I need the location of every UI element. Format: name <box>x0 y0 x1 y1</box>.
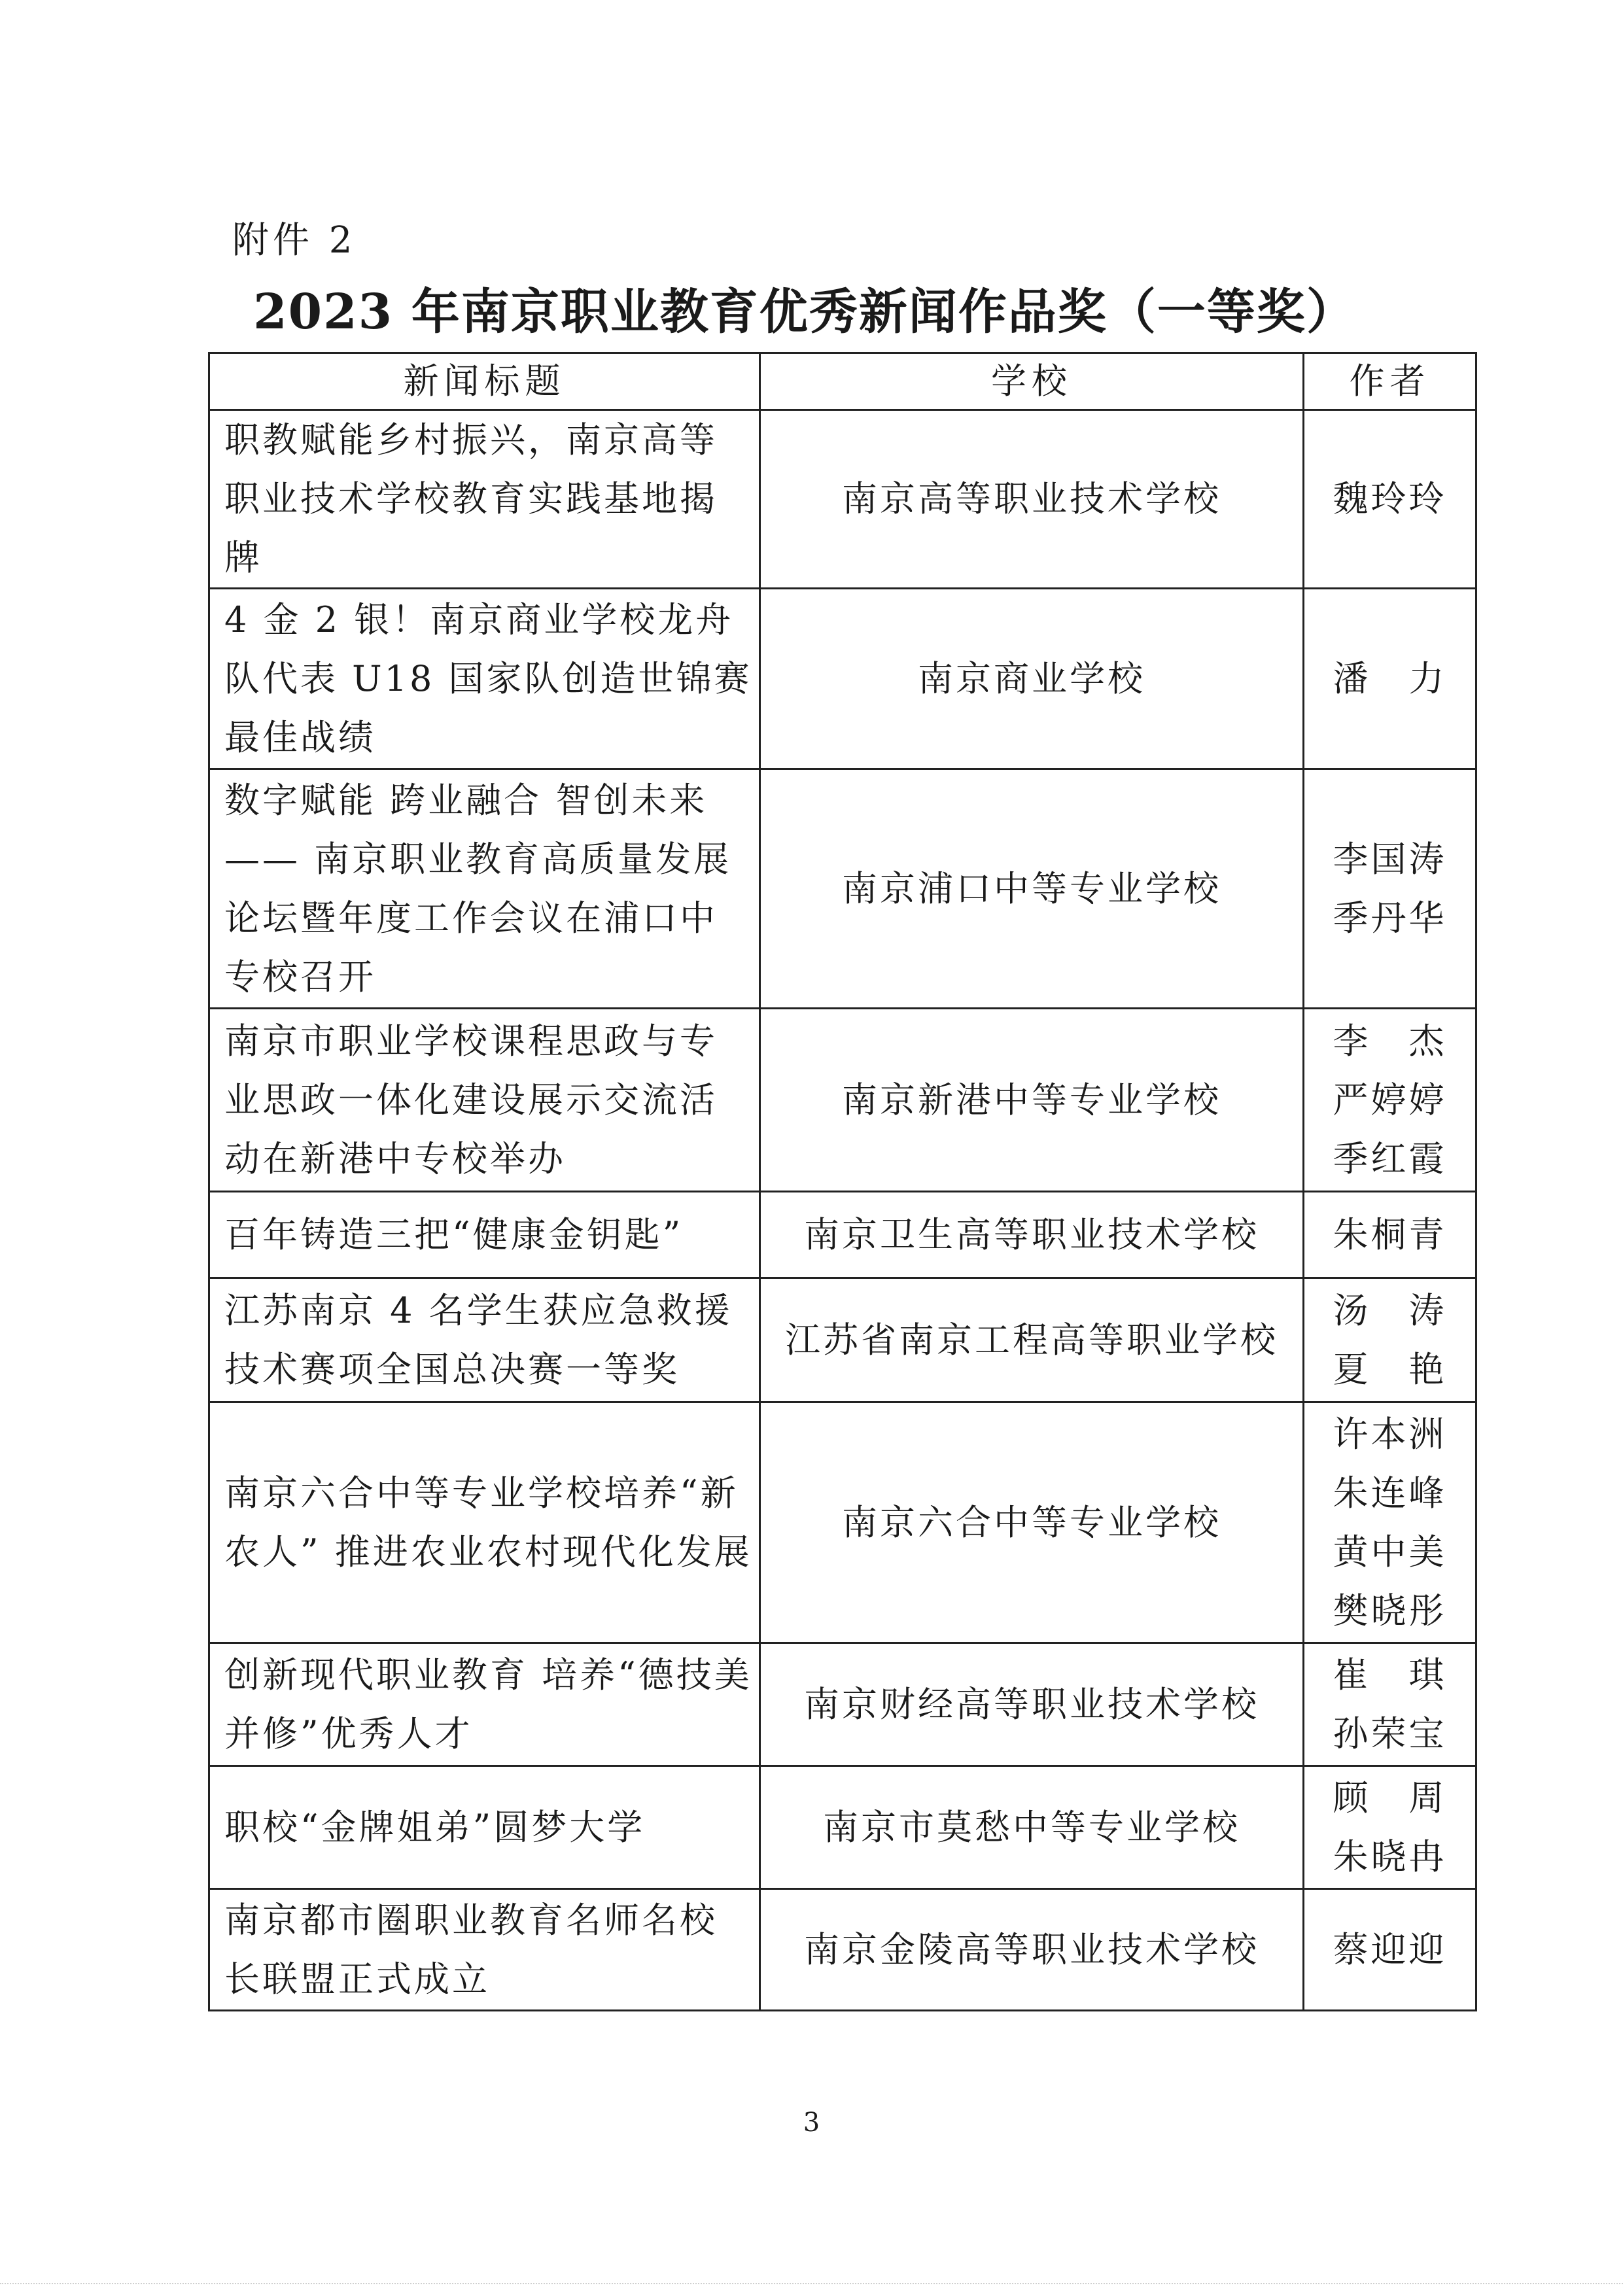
author-name: 孙荣宝 <box>1333 1713 1447 1754</box>
school-cell: 南京高等职业技术学校 <box>760 410 1304 589</box>
author-cell <box>1304 769 1476 1009</box>
author-name: 严婷婷 <box>1333 1079 1447 1121</box>
author-cell <box>1304 410 1476 589</box>
author-name: 黄中美 <box>1333 1531 1447 1573</box>
document-title: 2023 年南京职业教育优秀新闻作品奖（一等奖） <box>253 284 1356 340</box>
header-author: 作者 <box>1304 353 1476 410</box>
table-row <box>209 410 1476 589</box>
attachment-label: 附件 2 <box>232 219 357 262</box>
school-cell: 南京新港中等专业学校 <box>760 1009 1304 1192</box>
table-row <box>209 1766 1476 1889</box>
author-cell <box>1304 1402 1476 1643</box>
news-title-cell: 南京六合中等专业学校培养“新农人” 推进农业农村现代化发展 <box>209 1402 760 1643</box>
school-cell: 南京财经高等职业技术学校 <box>760 1643 1304 1766</box>
school-cell: 江苏省南京工程高等职业学校 <box>760 1278 1304 1402</box>
author-cell <box>1304 1192 1476 1278</box>
author-cell <box>1304 589 1476 769</box>
header-news-title: 新闻标题 <box>209 353 760 410</box>
table-row <box>209 1643 1476 1766</box>
author-cell <box>1304 1009 1476 1192</box>
author-name: 汤 涛 <box>1333 1289 1447 1331</box>
table-row <box>209 1402 1476 1643</box>
news-title-cell: 职校“金牌姐弟”圆梦大学 <box>209 1766 760 1889</box>
news-title-cell: 数字赋能 跨业融合 智创未来—— 南京职业教育高质量发展论坛暨年度工作会议在浦口中专校召开 <box>209 769 760 1009</box>
school-cell: 南京卫生高等职业技术学校 <box>760 1192 1304 1278</box>
page-number: 3 <box>803 2108 820 2138</box>
table-row <box>209 1278 1476 1402</box>
school-cell: 南京六合中等专业学校 <box>760 1402 1304 1643</box>
author-name: 朱连峰 <box>1333 1472 1447 1514</box>
author-name: 李国涛 <box>1333 838 1447 880</box>
author-name: 朱晓冉 <box>1333 1835 1447 1877</box>
school-cell: 南京金陵高等职业技术学校 <box>760 1889 1304 2011</box>
school-cell: 南京浦口中等专业学校 <box>760 769 1304 1009</box>
news-title-cell: 创新现代职业教育 培养“德技美并修”优秀人才 <box>209 1643 760 1766</box>
school-cell: 南京商业学校 <box>760 589 1304 769</box>
author-cell <box>1304 1643 1476 1766</box>
table-row <box>209 589 1476 769</box>
news-title-cell: 职教赋能乡村振兴，南京高等职业技术学校教育实践基地揭牌 <box>209 410 760 589</box>
news-title-cell: 江苏南京 4 名学生获应急救援技术赛项全国总决赛一等奖 <box>209 1278 760 1402</box>
table-header-row <box>209 353 1476 410</box>
news-title-cell: 4 金 2 银！南京商业学校龙舟队代表 U18 国家队创造世锦赛最佳战绩 <box>209 589 760 769</box>
news-title-cell: 南京市职业学校课程思政与专业思政一体化建设展示交流活动在新港中专校举办 <box>209 1009 760 1192</box>
news-title-cell: 南京都市圈职业教育名师名校长联盟正式成立 <box>209 1889 760 2011</box>
table-row <box>209 1192 1476 1278</box>
table-row <box>209 1889 1476 2011</box>
author-name: 夏 艳 <box>1333 1348 1447 1390</box>
author-name: 季红霞 <box>1333 1138 1447 1179</box>
author-name: 樊晓彤 <box>1333 1590 1447 1631</box>
table-row <box>209 1009 1476 1192</box>
table-row <box>209 769 1476 1009</box>
author-name: 蔡迎迎 <box>1333 1928 1447 1970</box>
author-name: 朱桐青 <box>1333 1213 1447 1255</box>
author-cell <box>1304 1889 1476 2011</box>
author-name: 季丹华 <box>1333 897 1447 939</box>
news-title-cell: 百年铸造三把“健康金钥匙” <box>209 1192 760 1278</box>
author-name: 许本洲 <box>1333 1413 1447 1455</box>
school-cell: 南京市莫愁中等专业学校 <box>760 1766 1304 1889</box>
author-cell <box>1304 1278 1476 1402</box>
scan-edge-divider <box>0 2283 1623 2284</box>
header-school: 学校 <box>760 353 1304 410</box>
author-name: 潘 力 <box>1333 657 1447 699</box>
author-cell <box>1304 1766 1476 1889</box>
award-table <box>208 352 1477 2011</box>
author-name: 魏玲玲 <box>1333 478 1447 519</box>
author-name: 李 杰 <box>1333 1020 1447 1062</box>
author-name: 崔 琪 <box>1333 1654 1447 1696</box>
author-name: 顾 周 <box>1333 1777 1447 1818</box>
